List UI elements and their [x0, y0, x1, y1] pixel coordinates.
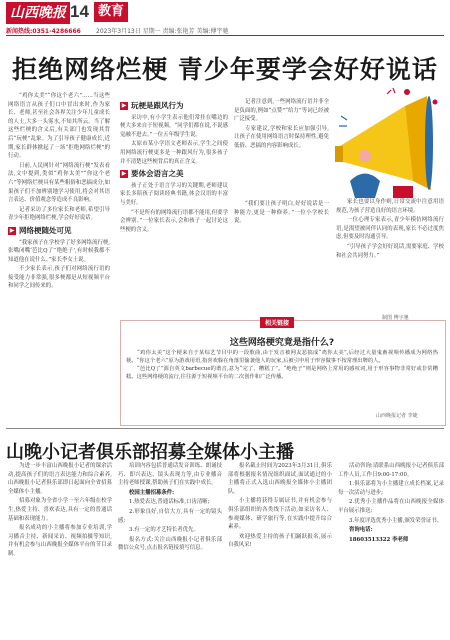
- dateline: 2023年3月13日 星期一 责编:张艳芳 美编:傅宇驰: [96, 28, 229, 35]
- paragraph: 报名截止时间为2023年3月31日,俱乐部将根据报名情况组织面试,面试通过的小主播将正式入选山西晚报全媒体小主播团队。: [228, 463, 332, 495]
- article2-headline: 山晚小记者俱乐部招募全媒体小主播: [6, 442, 294, 463]
- article-column-3: [234, 98, 329, 198]
- paragraph: 校园主播招募条件:: [129, 489, 175, 496]
- paragraph: 小主播将获得专属证书,并有机会参与俱乐部组织的各类线下活动,如采访名人、参观媒体、研学旅行等,在实践中提升综合素养。: [228, 498, 332, 531]
- section-label: 教育: [94, 2, 128, 22]
- paragraph: 报名成功的小主播将参加专业培训,学习播音主持、新闻采访、视频拍摄等知识,并有机会参与山西晚报全媒体平台的节目录制。: [8, 525, 112, 557]
- main-headline: 拒绝网络烂梗 青少年要学会好好说话: [12, 55, 438, 84]
- masthead-logo: 山西晚报: [6, 2, 70, 24]
- related-link-credit: 山西晚报记者 李婕: [376, 413, 418, 419]
- contact-phone: 18603513322 李老师: [349, 536, 409, 543]
- paragraph: “我家孩子在学校学了好多网络流行梗,张嘴闭嘴‘芭比Q了’‘绝绝子’,有时候我都不知道他在说什么。”家长李女士说。: [8, 239, 110, 263]
- related-link-title: 这些网络梗究竟是指什么?: [229, 338, 335, 348]
- paragraph: “鸡你太美”这个梗来自于某综艺节目中的一段歌曲,由于发音被网友恶搞成“鸡你太美”,后经过大量鬼畜视频传播成为网络热梗。“你这个老六”原为游戏用语,指喜欢躲在角落里偷袭他人的玩家,后被引申用于形容做事不按常理出牌的人。: [126, 350, 438, 364]
- paragraph: 培训内容包括普通话发音训练、朗诵技巧、即兴表达、镜头表现力等,由专业播音主持老师授课,帮助孩子们在实践中成长。: [118, 463, 222, 487]
- subhead: [120, 102, 228, 111]
- subhead-text: 要体会语言之美: [131, 169, 184, 179]
- paragraph: 2.优秀小主播作品将在山西晚报全媒体平台展示推送;: [338, 499, 444, 514]
- page-number: 14: [70, 2, 89, 21]
- subhead-text: 玩梗是跟风行为: [131, 101, 184, 110]
- paragraph: “鸡你太美”“你这个老六”……当这些网络语言从孩子们口中冒出来时,作为家长、老师,甚至社会各界关注少年儿童成长的人士,大多一头雾水,不知其所云。当了解这些烂梗的含义后,有关部门也发现其背后“玩梗”乱象。为了引导孩子健康成长,近期,家长群体掀起了一场“拒绝网络烂梗”的行动。: [8, 93, 110, 160]
- article2-column-3: [228, 462, 332, 634]
- paragraph: 3.有一定的才艺特长者优先。: [129, 527, 199, 534]
- header-rule: [6, 35, 444, 36]
- paragraph: “芭比Q了”源自英文barbecue的谐音,意为“完了、糟糕了”。“绝绝子”则是网络上常用的感叹词,用于形容事物非常好或非常糟糕。这些网络梗的流行,往往源于短视频平台的二次创作和广泛传播。: [126, 366, 438, 380]
- article2-column-4: [338, 462, 444, 634]
- paragraph: 日前,人民网针对“网络流行梗”发表看法,文中提到,类似“鸡你太美”“你这个老六”等网络烂梗具有某些粗俗和恶搞成分,如果孩子们不加辨别地学习使用,将会对其语言表达、价值观念等造成不良影响。: [8, 162, 110, 204]
- paragraph: 专家建议,学校和家长应加强引导,让孩子在使用网络语言时保持理性,避免低俗、恶搞的内容影响成长。: [234, 125, 329, 149]
- paragraph: 1.俱乐部将为小主播建立成长档案,记录每一次活动与进步;: [338, 481, 444, 496]
- paragraph: 报名方式:关注山西晚报小记者俱乐部微信公众号,点击报名链接填写信息。: [118, 536, 222, 552]
- article2-column-1: [8, 462, 112, 634]
- paragraph: 太原市某小学语文老师表示,学生之间使用网络流行梗更多是一种跟风行为,很多孩子并不清楚这些梗背后的真正含义。: [120, 141, 228, 165]
- paragraph: 一位心理专家表示,青少年模仿网络流行语,是渴望被同伴认同的表现,家长不必过度焦虑,但要及时沟通引导。: [336, 217, 444, 241]
- megaphone-illustration: [335, 86, 445, 200]
- paragraph: “引导孩子学会好好说话,需要家庭、学校和社会共同努力。”: [336, 243, 444, 259]
- paragraph: 活动咨询:请联系山西晚报小记者俱乐部工作人员,工作日9:00-17:00。: [338, 463, 444, 478]
- paragraph: 3.年度评选优秀小主播,颁发荣誉证书。: [349, 517, 443, 524]
- subhead: [120, 170, 228, 179]
- related-link-text: [126, 349, 438, 405]
- subhead-badge-icon: ▶: [121, 102, 127, 110]
- paragraph: 咨询电话:: [349, 527, 373, 534]
- paragraph: 记者采访了多位家长和老师,希望引导青少年拒绝网络烂梗,学会好好说话。: [8, 206, 110, 222]
- subhead-badge-icon: ▶: [9, 227, 15, 235]
- article-column-1: [8, 92, 110, 350]
- article-separator: [6, 428, 444, 429]
- paragraph: 欢迎热爱主持的孩子们踊跃报名,展示自我风采!: [228, 533, 332, 549]
- related-link-tag: 相关链接: [260, 317, 294, 328]
- paragraph: “我们要让孩子明白,好好说话是一种能力,更是一种修养。”一位小学校长说。: [234, 201, 329, 225]
- paragraph: 记者注意到,一些网络流行语并非全是负面的,例如“点赞”“给力”等词已经被广泛接受。: [234, 99, 329, 123]
- article-column-3b: [234, 200, 329, 288]
- paragraph: 招募对象为全省小学一至六年级在校学生,热爱主持、喜欢表达,具有一定的普通话基础和表现能力。: [8, 498, 112, 522]
- paragraph: 不少家长表示,孩子们对网络流行语的接受能力非常强,很多梗都是从短视频平台和同学之间传来的。: [8, 266, 110, 290]
- article-column-4: [336, 198, 444, 318]
- subhead: [8, 227, 110, 236]
- article2-column-2: [118, 462, 222, 634]
- paragraph: 采访中,有小学生表示他们常挂在嘴边的梗大多来自于短视频。“同学们都在说,不说感觉融不进去。”一位五年级学生说。: [120, 114, 228, 138]
- illustration-credit: 制图 傅宇驰: [382, 315, 409, 321]
- paragraph: 家长也要以身作则,日常交流中注意用语规范,为孩子营造良好的语言环境。: [336, 199, 444, 214]
- paragraph: 2.形象良好,自信大方,具有一定的镜头感;: [118, 508, 222, 524]
- paragraph: 1.热爱表达,普通话标准,口齿清晰;: [129, 499, 210, 506]
- article-column-2: [120, 98, 228, 348]
- news-hotline: 新闻热线:0351-4286666: [6, 28, 81, 35]
- page-header: [0, 0, 450, 38]
- paragraph: “不是所有的网络流行语都不能用,但要学会辨别。”一位家长表示,会和孩子一起讨论这些梗的含义。: [120, 209, 228, 233]
- subhead-badge-icon: ▶: [121, 170, 127, 178]
- paragraph: 为进一步丰富山西晚报小记者的课余活动,提高孩子们的语言表达能力和综合素养,山西晚报小记者俱乐部即日起面向全省招募全媒体小主播。: [8, 463, 112, 495]
- paragraph: 孩子正处于语言学习的关键期,老师建议家长多陪孩子阅读经典书籍,体会汉语的丰富与美好。: [120, 182, 228, 206]
- subhead-text: 网络梗随处可见: [19, 225, 72, 235]
